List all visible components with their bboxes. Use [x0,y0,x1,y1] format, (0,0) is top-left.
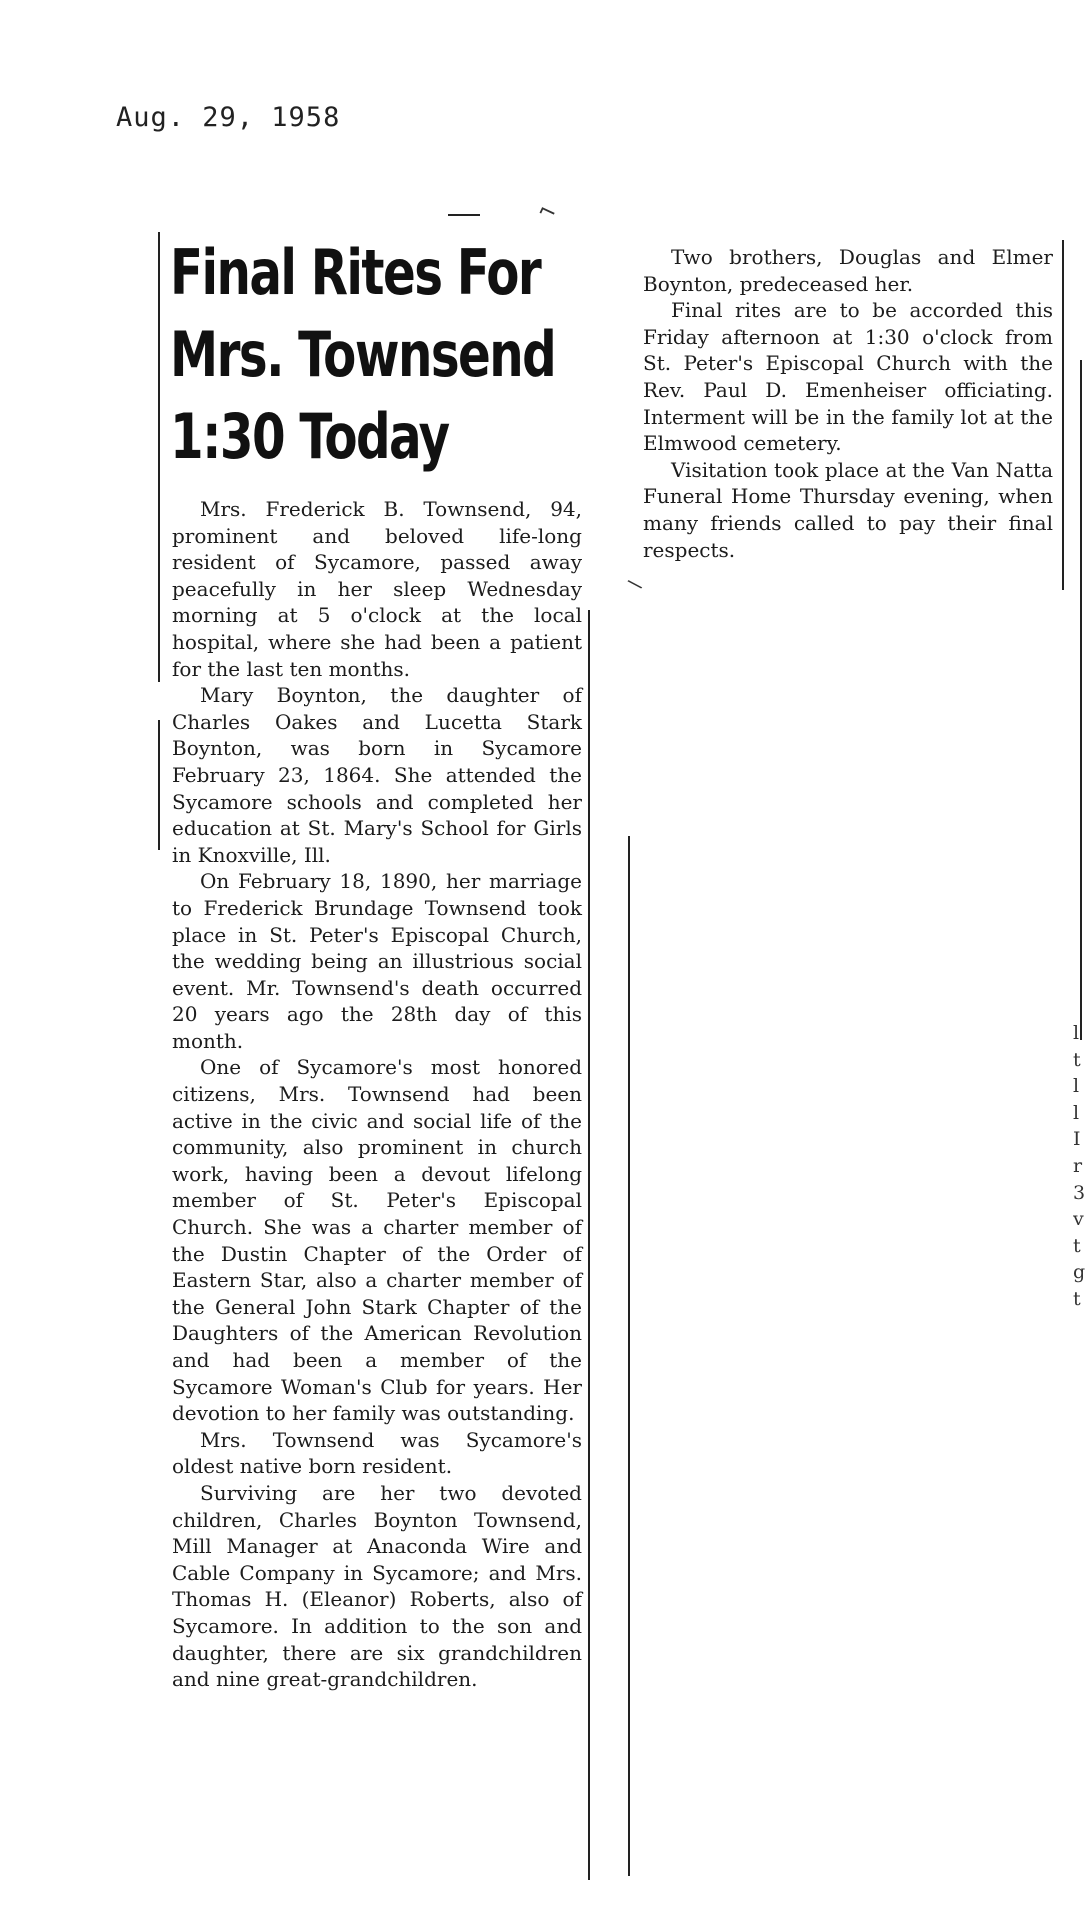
edge-letter: l [1073,1101,1080,1124]
paragraph: Mrs. Frederick B. Townsend, 94, prominent and beloved life-long resident of Sycamore, passed away peacefully in her sleep Wednesday morning at 5 o'clock at the local hospital, where she had been a patient for the last ten months. [172,497,582,681]
clipped-adjacent-column [1073,1020,1086,1313]
article-column-right [643,244,1053,563]
clip-mark-right: \ [625,574,645,595]
headline-line-2: Mrs. Townsend [170,318,556,391]
headline-line-1: Final Rites For [170,236,541,309]
edge-letter: r [1073,1154,1083,1177]
paragraph: Two brothers, Douglas and Elmer Boynton, predeceased her. [643,245,1053,296]
right-edge-rule [1062,240,1064,590]
far-edge-rule [1080,360,1082,1040]
right-column-rule [628,836,630,1876]
paragraph: Visitation took place at the Van Natta Funeral Home Thursday evening, when many friends called to pay their final respects. [643,457,1053,562]
edge-letter: 3 [1073,1181,1086,1204]
date-stamp: Aug. 29, 1958 [116,102,341,133]
paragraph: Surviving are her two devoted children, Charles Boynton Townsend, Mill Manager at Anaconda Wire and Cable Company in Sycamore; and Mrs. Thomas H. (Eleanor) Roberts, also of Sycamore. In addition to the son and daughter, there are six grandchildren and nine great-grandchildren. [172,1480,582,1692]
center-border-rule [588,610,590,1880]
paragraph: Final rites are to be accorded this Friday afternoon at 1:30 o'clock from St. Peter's Episcopal Church with the Rev. Paul D. Emenheiser officiating. Interment will be in the family lot at the Elmwood cemetery. [643,298,1053,456]
headline [170,232,556,478]
edge-letter: t [1073,1234,1081,1257]
paragraph: Mrs. Townsend was Sycamore's oldest native born resident. [172,1427,582,1479]
edge-letter: I [1073,1128,1081,1151]
headline-line-3: 1:30 Today [170,400,449,473]
left-border-rule-lower [158,720,160,850]
edge-letter: t [1073,1287,1081,1310]
left-border-rule [158,232,160,682]
edge-letter: l [1073,1022,1080,1044]
paragraph: On February 18, 1890, her marriage to Frederick Brundage Townsend took place in St. Peter's Episcopal Church, the wedding being an illustrious social event. Mr. Townsend's death occurred 20 years ago the 28th day of this month. [172,869,582,1053]
edge-letter: v [1073,1208,1084,1231]
article-column-left [172,496,582,1693]
edge-letter: g [1073,1261,1086,1284]
paragraph: Mary Boynton, the daughter of Charles Oakes and Lucetta Stark Boynton, was born in Sycamore February 23, 1864. She attended the Sycamore schools and completed her education at St. Mary's School for Girls in Knoxville, Ill. [172,683,582,867]
paragraph: One of Sycamore's most honored citizens, Mrs. Townsend had been active in the civic and social life of the community, also prominent in church work, having been a devout lifelong member of St. Peter's Episcopal Church. She was a charter member of the Dustin Chapter of the Order of Eastern Star, also a charter member of the General John Stark Chapter of the Daughters of the American Revolution and had been a member of the Sycamore Woman's Club for years. Her devotion to her family was outstanding. [172,1055,582,1426]
clip-mark-top: ⌐ [533,197,561,228]
edge-letter: l [1073,1075,1080,1098]
edge-letter: t [1073,1048,1081,1071]
separator-dash [448,214,480,216]
